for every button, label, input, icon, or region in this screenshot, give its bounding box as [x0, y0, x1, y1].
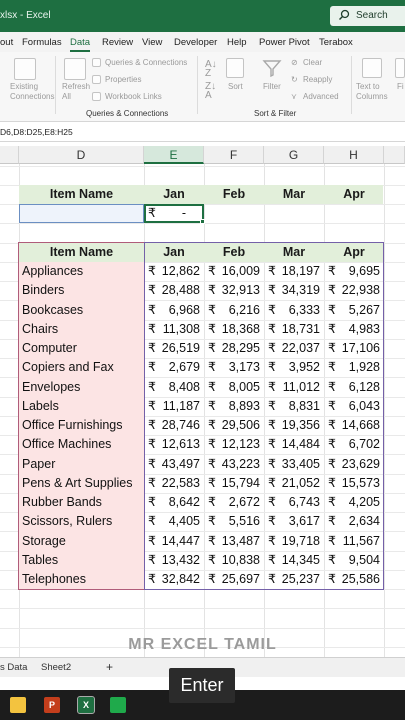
amount-value: 15,794	[221, 475, 260, 490]
ribbon-tabs	[0, 32, 405, 52]
currency-symbol: ₹	[268, 341, 276, 355]
currency-symbol: ₹	[328, 418, 336, 432]
amount-value: 13,432	[161, 552, 200, 567]
column-header-i[interactable]	[384, 146, 405, 164]
sort-button[interactable]: Sort	[228, 82, 243, 91]
amount-value: 34,319	[281, 283, 320, 298]
advanced-button[interactable]: Advanced	[303, 92, 339, 101]
group-label-sort-filter: Sort & Filter	[254, 109, 297, 118]
currency-symbol: ₹	[148, 360, 156, 375]
tab-data[interactable]: Data	[70, 37, 91, 48]
amount-value: 6,216	[228, 302, 260, 317]
amount-value: 6,043	[348, 398, 380, 413]
currency-symbol: ₹	[148, 398, 156, 413]
lookup-header-mar: Mar	[282, 187, 306, 201]
refresh-all-button[interactable]: Refresh All	[62, 82, 91, 101]
ribbon	[0, 52, 405, 122]
amount-value: 12,862	[161, 264, 200, 278]
amount-value: 9,695	[348, 264, 380, 278]
amount-value: 18,368	[221, 321, 260, 336]
worksheet-grid[interactable]	[0, 142, 405, 657]
table-cell-item-name[interactable]: Copiers and Fax	[22, 360, 114, 375]
currency-symbol: ₹	[148, 495, 156, 509]
tab-view[interactable]: View	[142, 37, 163, 48]
properties-button[interactable]: Properties	[105, 75, 142, 84]
currency-symbol: ₹	[148, 379, 156, 394]
amount-value: 8,408	[168, 379, 200, 394]
currency-symbol: ₹	[208, 495, 216, 509]
clear-icon: ⊘	[291, 58, 298, 67]
excel-icon[interactable]: X	[78, 697, 94, 713]
currency-symbol: ₹	[208, 552, 216, 567]
currency-symbol: ₹	[208, 437, 216, 452]
column-header-c[interactable]	[0, 146, 19, 164]
ribbon-separator	[197, 56, 198, 114]
name-box[interactable]: D6,D8:D25,E8:H25	[0, 127, 73, 137]
amount-value: 26,519	[161, 341, 200, 355]
sheet-tab-data[interactable]: s Data	[0, 662, 28, 673]
currency-symbol: ₹	[148, 437, 156, 452]
app-icon[interactable]	[110, 697, 126, 713]
formula-reference-range-e-h	[144, 242, 384, 590]
amount-value: 3,173	[228, 360, 260, 375]
currency-symbol: ₹	[328, 341, 336, 355]
currency-symbol: ₹	[328, 360, 336, 375]
amount-value: 11,308	[162, 321, 200, 336]
amount-value: 8,005	[228, 379, 260, 394]
currency-symbol: ₹	[268, 456, 276, 471]
amount-value: 21,052	[281, 475, 320, 490]
table-cell-item-name[interactable]: Scissors, Rulers	[22, 514, 113, 529]
amount-value: 3,952	[288, 360, 320, 375]
currency-symbol: ₹	[268, 572, 276, 586]
amount-value: 11,012	[282, 379, 320, 394]
search-box[interactable]	[330, 6, 405, 26]
currency-symbol: ₹	[268, 360, 276, 375]
gridline-horizontal	[0, 608, 405, 609]
amount-value: 16,009	[221, 264, 260, 278]
currency-symbol: ₹	[208, 302, 216, 317]
tab-help[interactable]: Help	[227, 37, 247, 48]
table-cell-item-name[interactable]: Pens & Art Supplies	[22, 475, 133, 490]
amount-value: 25,697	[221, 572, 260, 586]
currency-symbol: ₹	[148, 418, 156, 432]
gridline-vertical	[384, 164, 385, 657]
queries-icon	[92, 58, 101, 67]
currency-symbol: ₹	[268, 379, 276, 394]
table-cell-item-name[interactable]: Rubber Bands	[22, 495, 102, 509]
column-header-d[interactable]: D	[19, 146, 144, 164]
currency-symbol: ₹	[268, 302, 276, 317]
amount-value: 9,504	[348, 552, 380, 567]
amount-value: 43,497	[161, 456, 200, 471]
amount-value: 22,938	[341, 283, 380, 298]
currency-symbol: ₹	[148, 206, 156, 220]
amount-value: 25,237	[281, 572, 320, 586]
amount-value: 4,983	[348, 321, 380, 336]
reapply-icon: ↻	[291, 75, 298, 84]
amount-value: 25,586	[341, 572, 380, 586]
currency-symbol: ₹	[208, 398, 216, 413]
lookup-header-feb: Feb	[222, 187, 246, 201]
amount-value: 18,197	[281, 264, 320, 278]
currency-symbol: ₹	[208, 533, 216, 548]
currency-symbol: ₹	[328, 264, 336, 278]
amount-value: 3,617	[288, 514, 320, 529]
table-cell-item-name[interactable]: Tables	[22, 552, 59, 567]
currency-symbol: ₹	[328, 456, 336, 471]
currency-symbol: ₹	[208, 514, 216, 529]
tab-page-layout[interactable]: out	[0, 37, 14, 48]
currency-symbol: ₹	[328, 572, 336, 586]
currency-symbol: ₹	[208, 456, 216, 471]
table-header-apr: Apr	[343, 245, 365, 259]
amount-value: 11,187	[162, 398, 200, 413]
column-header-h[interactable]: H	[324, 146, 384, 164]
powerpoint-icon[interactable]: P	[44, 697, 60, 713]
tab-formulas[interactable]: Formulas	[22, 37, 62, 48]
currency-symbol: ₹	[148, 533, 156, 548]
currency-symbol: ₹	[148, 341, 156, 355]
gridline-horizontal	[0, 628, 405, 629]
table-cell-item-name[interactable]: Office Furnishings	[22, 418, 123, 432]
currency-symbol: ₹	[328, 475, 336, 490]
currency-symbol: ₹	[208, 264, 216, 278]
amount-value: 13,487	[221, 533, 260, 548]
amount-value: 28,295	[221, 341, 260, 355]
amount-value: 22,037	[281, 341, 320, 355]
table-cell-item-name[interactable]: Telephones	[22, 572, 86, 586]
amount-value: 2,634	[348, 514, 380, 529]
flash-fill-icon	[395, 58, 405, 78]
currency-symbol: ₹	[328, 321, 336, 336]
currency-symbol: ₹	[328, 302, 336, 317]
gridline-horizontal	[0, 166, 405, 167]
amount-value: 6,743	[288, 495, 320, 509]
existing-connections-button[interactable]: Existing Connections	[10, 82, 55, 101]
currency-symbol: ₹	[268, 533, 276, 548]
amount-value: 23,629	[341, 456, 380, 471]
lookup-jan-amount: -	[181, 206, 186, 220]
currency-symbol: ₹	[208, 283, 216, 298]
currency-symbol: ₹	[328, 283, 336, 298]
queries-connections-button[interactable]: Queries & Connections	[105, 58, 188, 67]
amount-value: 8,642	[168, 495, 200, 509]
clear-button[interactable]: Clear	[303, 58, 323, 67]
lookup-header-apr: Apr	[343, 187, 365, 201]
amount-value: 22,583	[161, 475, 200, 490]
amount-value: 43,223	[221, 456, 260, 471]
currency-symbol: ₹	[208, 321, 216, 336]
tab-developer[interactable]: Developer	[174, 37, 218, 48]
amount-value: 33,405	[281, 456, 320, 471]
currency-symbol: ₹	[328, 514, 336, 529]
add-sheet-button[interactable]: +	[106, 660, 114, 674]
refresh-all-icon	[64, 58, 86, 80]
amount-value: 5,267	[348, 302, 380, 317]
amount-value: 32,842	[161, 572, 200, 586]
currency-symbol: ₹	[148, 456, 156, 471]
lookup-jan-value	[144, 204, 204, 223]
formula-reference-range-d	[18, 242, 145, 590]
filter-button[interactable]: Filter	[263, 82, 281, 91]
currency-symbol: ₹	[268, 283, 276, 298]
currency-symbol: ₹	[148, 283, 156, 298]
table-cell-item-name[interactable]: Bookcases	[22, 302, 84, 317]
table-cell-item-name[interactable]: Office Machines	[22, 437, 112, 452]
amount-value: 19,356	[281, 418, 320, 432]
table-cell-item-name[interactable]: Paper	[22, 456, 56, 471]
amount-value: 4,205	[348, 495, 380, 509]
amount-value: 4,405	[168, 514, 200, 529]
currency-symbol: ₹	[208, 572, 216, 586]
currency-symbol: ₹	[268, 552, 276, 567]
sheet-tab-sheet2[interactable]: Sheet2	[41, 662, 72, 673]
table-header-feb: Feb	[222, 245, 246, 259]
formula-bar	[0, 122, 405, 142]
table-cell-item-name[interactable]: Envelopes	[22, 379, 81, 394]
amount-value: 19,718	[281, 533, 320, 548]
currency-symbol: ₹	[328, 552, 336, 567]
amount-value: 6,968	[168, 302, 200, 317]
ribbon-separator	[55, 56, 56, 114]
amount-value: 12,123	[221, 437, 260, 452]
amount-value: 14,484	[281, 437, 320, 452]
amount-value: 32,913	[221, 283, 260, 298]
amount-value: 6,333	[288, 302, 320, 317]
window-title: xlsx - Excel	[0, 10, 51, 21]
amount-value: 18,731	[281, 321, 320, 336]
currency-symbol: ₹	[208, 341, 216, 355]
currency-symbol: ₹	[148, 321, 156, 336]
currency-symbol: ₹	[268, 437, 276, 452]
flash-fill-button[interactable]: Fi	[397, 82, 404, 91]
currency-symbol: ₹	[328, 398, 336, 413]
currency-symbol: ₹	[328, 379, 336, 394]
table-cell-item-name[interactable]: Appliances	[22, 264, 84, 278]
amount-value: 2,679	[168, 360, 200, 375]
currency-symbol: ₹	[268, 418, 276, 432]
currency-symbol: ₹	[328, 495, 336, 509]
amount-value: 11,567	[342, 533, 380, 548]
currency-symbol: ₹	[148, 572, 156, 586]
currency-symbol: ₹	[328, 533, 336, 548]
tab-power-pivot[interactable]: Power Pivot	[259, 37, 310, 48]
table-cell-item-name[interactable]: Storage	[22, 533, 66, 548]
currency-symbol: ₹	[148, 302, 156, 317]
title-bar	[0, 0, 405, 32]
column-header-e[interactable]: E	[144, 146, 204, 164]
lookup-header-jan: Jan	[163, 187, 185, 201]
amount-value: 6,702	[348, 437, 380, 452]
lookup-item-input[interactable]	[19, 204, 144, 223]
table-header-jan: Jan	[163, 245, 185, 259]
sort-za-icon[interactable]: Z↓ A	[205, 81, 217, 101]
keypress-overlay: Enter	[169, 668, 235, 703]
currency-symbol: ₹	[148, 552, 156, 567]
currency-symbol: ₹	[148, 514, 156, 529]
amount-value: 5,516	[228, 514, 260, 529]
search-placeholder: Search	[356, 10, 388, 21]
table-cell-item-name[interactable]: Binders	[22, 283, 65, 298]
file-explorer-icon[interactable]	[10, 697, 26, 713]
amount-value: 14,668	[341, 418, 380, 432]
amount-value: 17,106	[341, 341, 380, 355]
amount-value: 28,746	[161, 418, 200, 432]
lookup-header-item-name: Item Name	[49, 187, 114, 201]
table-header-mar: Mar	[282, 245, 306, 259]
text-to-columns-button[interactable]: Text to Columns	[356, 82, 388, 101]
column-header-f[interactable]: F	[204, 146, 264, 164]
currency-symbol: ₹	[268, 475, 276, 490]
currency-symbol: ₹	[208, 475, 216, 490]
watermark: MR EXCEL TAMIL	[128, 636, 277, 653]
search-icon	[338, 9, 350, 21]
currency-symbol: ₹	[328, 437, 336, 452]
tab-review[interactable]: Review	[102, 37, 134, 48]
amount-value: 29,506	[221, 418, 260, 432]
amount-value: 28,488	[161, 283, 200, 298]
column-header-g[interactable]: G	[264, 146, 324, 164]
currency-symbol: ₹	[208, 418, 216, 432]
properties-icon	[92, 75, 101, 84]
currency-symbol: ₹	[208, 360, 216, 375]
currency-symbol: ₹	[268, 514, 276, 529]
sort-az-icon[interactable]: A↓ Z	[205, 59, 217, 79]
currency-symbol: ₹	[268, 398, 276, 413]
amount-value: 6,128	[348, 379, 380, 394]
sort-icon	[226, 58, 244, 78]
workbook-links-button[interactable]: Workbook Links	[105, 92, 162, 101]
currency-symbol: ₹	[148, 264, 156, 278]
table-header-item-name: Item Name	[49, 245, 114, 259]
existing-connections-icon	[14, 58, 36, 80]
table-cell-item-name[interactable]: Chairs	[22, 321, 59, 336]
currency-symbol: ₹	[268, 264, 276, 278]
currency-symbol: ₹	[208, 379, 216, 394]
reapply-button[interactable]: Reapply	[303, 75, 333, 84]
tab-terabox[interactable]: Terabox	[319, 37, 353, 48]
filter-icon	[262, 58, 282, 78]
amount-value: 15,573	[341, 475, 380, 490]
amount-value: 2,672	[228, 495, 260, 509]
amount-value: 12,613	[161, 437, 200, 452]
amount-value: 10,838	[221, 552, 260, 567]
workbook-links-icon	[92, 92, 101, 101]
currency-symbol: ₹	[268, 321, 276, 336]
amount-value: 14,447	[161, 533, 200, 548]
table-cell-item-name[interactable]: Labels	[22, 398, 59, 413]
group-label-queries: Queries & Connections	[86, 109, 169, 118]
amount-value: 1,928	[348, 360, 380, 375]
text-to-columns-icon	[362, 58, 382, 78]
currency-symbol: ₹	[148, 475, 156, 490]
amount-value: 8,893	[228, 398, 260, 413]
ribbon-separator	[351, 56, 352, 114]
amount-value: 14,345	[281, 552, 320, 567]
amount-value: 8,831	[288, 398, 320, 413]
advanced-icon: ⋎	[291, 92, 297, 101]
currency-symbol: ₹	[268, 495, 276, 509]
table-cell-item-name[interactable]: Computer	[22, 341, 77, 355]
